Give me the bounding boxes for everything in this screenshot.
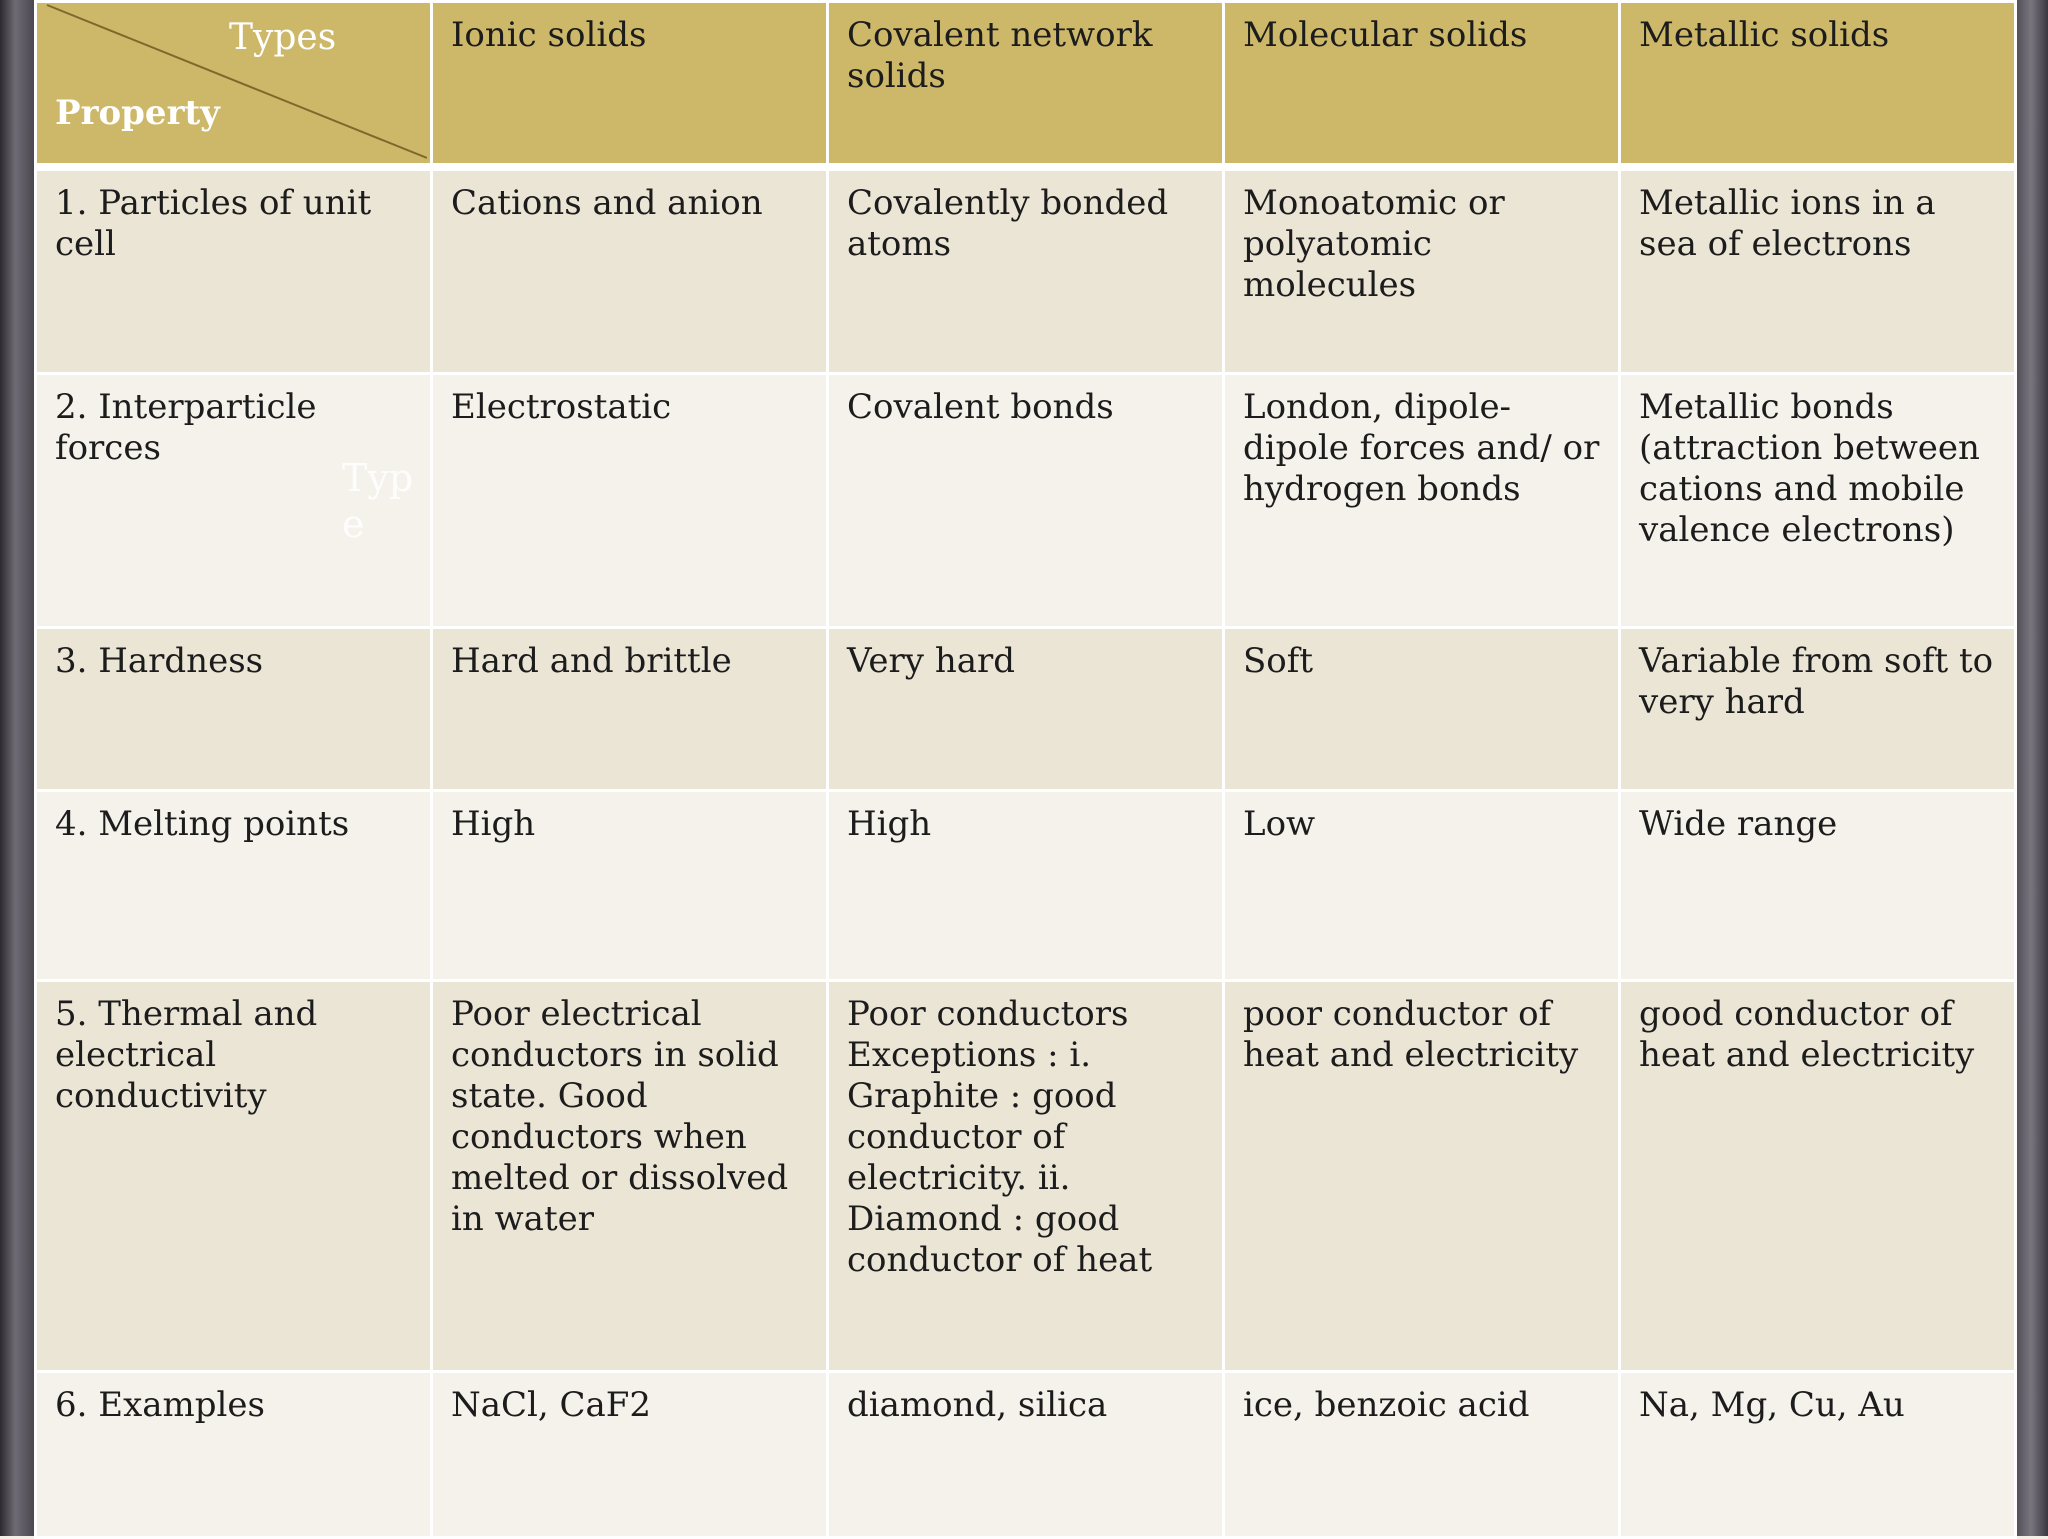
table-cell: Na, Mg, Cu, Au: [1620, 1372, 2016, 1538]
table-cell: Metallic ions in a sea of electrons: [1620, 167, 2016, 374]
table-cell: ice, benzoic acid: [1224, 1372, 1620, 1538]
table-cell: good conductor of heat and electricity: [1620, 981, 2016, 1372]
table-cell: Monoatomic or polyatomic molecules: [1224, 167, 1620, 374]
table-cell: Low: [1224, 791, 1620, 981]
table-cell: Hard and brittle: [432, 628, 828, 791]
corner-property-label: Property: [55, 93, 220, 133]
column-header-metallic: Metallic solids: [1620, 2, 2016, 167]
table-cell: NaCl, CaF2: [432, 1372, 828, 1538]
header-row: [36, 2, 2016, 167]
column-header-molecular: Molecular solids: [1224, 2, 1620, 167]
property-cell: 6. Examples: [36, 1372, 432, 1538]
table-cell: Cations and anion: [432, 167, 828, 374]
table-cell: London, dipole-dipole forces and/ or hydrogen bonds: [1224, 374, 1620, 628]
table-cell: Metallic bonds (attraction between cations and mobile valence electrons): [1620, 374, 2016, 628]
table-row: [36, 167, 2016, 374]
column-header-covalent-network: Covalent network solids: [828, 2, 1224, 167]
corner-types-label: Types: [229, 17, 337, 58]
property-cell: 1. Particles of unit cell: [36, 167, 432, 374]
table-cell: poor conductor of heat and electricity: [1224, 981, 1620, 1372]
solids-comparison-table: [34, 0, 2017, 1539]
left-decorative-bar: [0, 0, 34, 1536]
property-cell: 4. Melting points: [36, 791, 432, 981]
table-cell: Electrostatic: [432, 374, 828, 628]
table-row: [36, 981, 2016, 1372]
ghost-text-line: Typ: [342, 456, 414, 500]
ghost-text-line: e: [342, 502, 365, 546]
table-row: [36, 1372, 2016, 1538]
table-cell: High: [828, 791, 1224, 981]
table-cell: Very hard: [828, 628, 1224, 791]
table-cell: Covalently bonded atoms: [828, 167, 1224, 374]
column-header-ionic: Ionic solids: [432, 2, 828, 167]
table-row: [36, 791, 2016, 981]
table-cell: Variable from soft to very hard: [1620, 628, 2016, 791]
table-cell: Soft: [1224, 628, 1620, 791]
table-cell: Wide range: [1620, 791, 2016, 981]
corner-header-cell: [36, 2, 432, 167]
table-cell: diamond, silica: [828, 1372, 1224, 1538]
table-cell: Covalent bonds: [828, 374, 1224, 628]
table-cell: Poor electrical conductors in solid state. Good conductors when melted or dissolved in water: [432, 981, 828, 1372]
table-row: [36, 374, 2016, 628]
table-cell: High: [432, 791, 828, 981]
table-cell: Poor conductors Exceptions : i. Graphite : good conductor of electricity. ii. Diamond : good conductor of heat: [828, 981, 1224, 1372]
right-decorative-bar: [2014, 0, 2048, 1536]
property-cell: 3. Hardness: [36, 628, 432, 791]
table-row: [36, 628, 2016, 791]
property-cell: 5. Thermal and electrical conductivity: [36, 981, 432, 1372]
property-cell: 2. Interparticle forces: [36, 374, 432, 628]
